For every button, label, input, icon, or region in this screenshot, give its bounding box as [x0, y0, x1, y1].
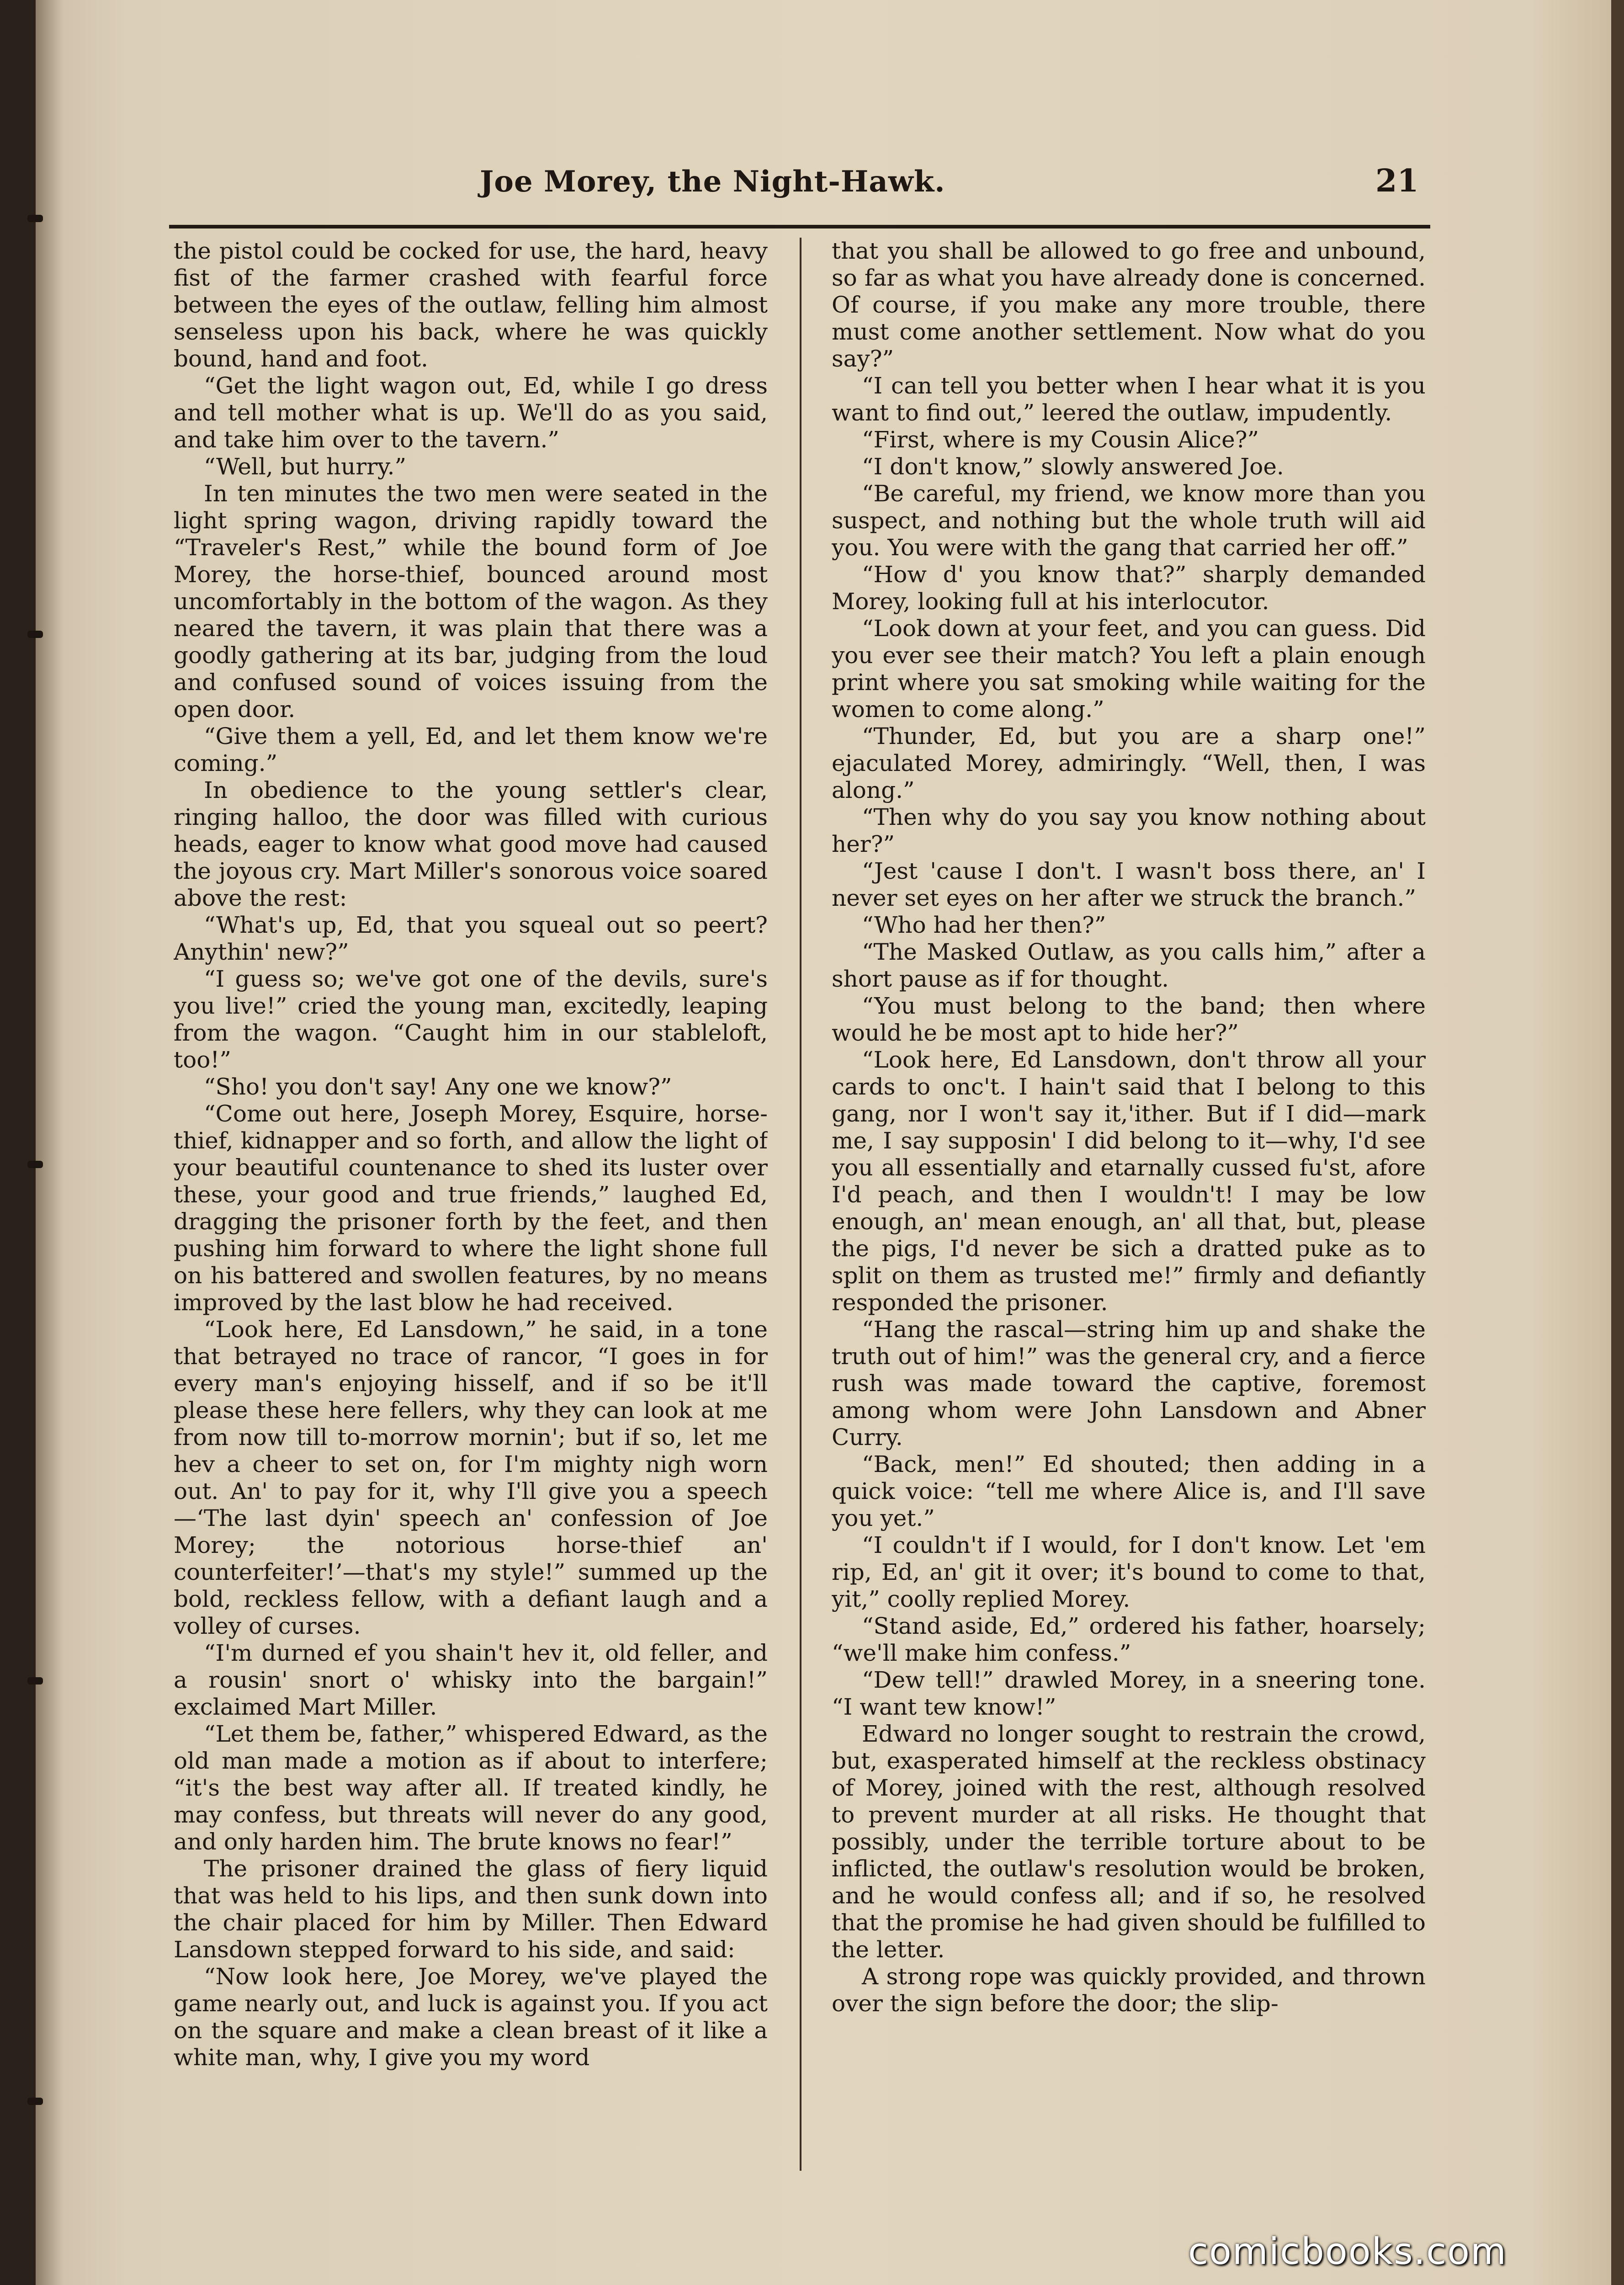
- watermark: comicbooks.com: [1188, 2230, 1507, 2273]
- paragraph: “First, where is my Cousin Alice?”: [862, 426, 1259, 453]
- paragraph: In ten minutes the two men were seated in the light spring wagon, driving rapidly toward the “Traveler's Rest,” while the bound form of Joe Morey, the horse-thief, bounced around most uncomfortably in the bottom of the wagon. As they neared the tavern, it was plain that there was a goodly gathering at its bar, judging from the loud and confused sound of voices issuing from the open door.: [174, 480, 768, 723]
- paragraph: “Let them be, father,” whispered Edward, as the old man made a motion as if about to interfere; “it's the best way after all. If treated kindly, he may confess, but threats will never do any good, and only harden him. The brute knows no fear!”: [174, 1721, 768, 1855]
- gutter-shadow: [36, 0, 63, 2285]
- paragraph: “What's up, Ed, that you squeal out so peert? Anythin' new?”: [174, 912, 768, 965]
- paragraph: “Look here, Ed Lansdown, don't throw all your cards to onc't. I hain't said that I belong to this gang, nor I won't say it,'ither. But if I did—mark me, I say supposin' I did belong to it—why, I'd see you all essentially and etarnally cussed fu'st, afore I'd peach, and then I wouldn't! I may be low enough, an' mean enough, an' all that, but, please the pigs, I'd never be sich a dratted puke as to split on them as trusted me!” firmly and defiantly responded the prisoner.: [832, 1047, 1426, 1316]
- paragraph: “Come out here, Joseph Morey, Esquire, horse-thief, kidnapper and so forth, and allow the light of your beautiful countenance to shed its luster over these, your good and true friends,” laughed Ed, dragging the prisoner forth by the feet, and then pushing him forward to where the light shone full on his battered and swollen features, by no means improved by the last blow he had received.: [174, 1100, 768, 1316]
- column-rule: [800, 238, 801, 2171]
- right-text-column: [832, 238, 1426, 2175]
- paragraph: “I can tell you better when I hear what it is you want to find out,” leered the outlaw, impudently.: [832, 372, 1426, 426]
- paragraph: “Well, but hurry.”: [204, 453, 407, 480]
- paragraph: “Get the light wagon out, Ed, while I go dress and tell mother what is up. We'll do as you said, and take him over to the tavern.”: [174, 372, 768, 453]
- paragraph: “How d' you know that?” sharply demanded Morey, looking full at his interlocutor.: [832, 561, 1426, 615]
- page-number: 21: [1375, 163, 1419, 199]
- paragraph: “I'm durned ef you shain't hev it, old feller, and a rousin' snort o' whisky into the bargain!” exclaimed Mart Miller.: [174, 1640, 768, 1720]
- paragraph: “Who had her then?”: [862, 912, 1106, 938]
- paragraph: the pistol could be cocked for use, the hard, heavy fist of the farmer crashed with fearful force between the eyes of the outlaw, felling him almost senseless upon his back, where he was quickly bound, hand and foot.: [174, 238, 768, 372]
- paragraph: “Now look here, Joe Morey, we've played the game nearly out, and luck is against you. If you act on the square and make a clean breast of it like a white man, why, I give you my word: [174, 1963, 768, 2071]
- left-text-column: [174, 238, 768, 2175]
- paragraph: “You must belong to the band; then where would he be most apt to hide her?”: [832, 993, 1426, 1046]
- paragraph: “Hang the rascal—string him up and shake the truth out of him!” was the general cry, and a fierce rush was made toward the captive, foremost among whom were John Lansdown and Abner Curry.: [832, 1316, 1426, 1451]
- paragraph: “Back, men!” Ed shouted; then adding in a quick voice: “tell me where Alice is, and I'll save you yet.”: [832, 1451, 1426, 1531]
- paragraph: Edward no longer sought to restrain the crowd, but, exasperated himself at the reckless obstinacy of Morey, joined with the rest, although resolved to prevent murder at all risks. He thought that possibly, under the terrible torture about to be inflicted, the outlaw's resolution would be broken, and he would confess all; and if so, he resolved that the promise he had given should be fulfilled to the letter.: [832, 1721, 1426, 1963]
- paragraph: “The Masked Outlaw, as you calls him,” after a short pause as if for thought.: [832, 939, 1426, 992]
- paragraph: “Look down at your feet, and you can guess. Did you ever see their match? You left a plain enough print where you sat smoking while waiting for the women to come along.”: [832, 615, 1426, 723]
- page-edge: [1611, 0, 1624, 2285]
- paragraph: “Dew tell!” drawled Morey, in a sneering tone. “I want tew know!”: [832, 1667, 1426, 1720]
- paragraph: “Give them a yell, Ed, and let them know we're coming.”: [174, 723, 768, 776]
- paragraph: “I guess so; we've got one of the devils, sure's you live!” cried the young man, excitedly, leaping from the wagon. “Caught him in our stableloft, too!”: [174, 966, 768, 1073]
- paragraph: “Look here, Ed Lansdown,” he said, in a tone that betrayed no trace of rancor, “I goes in for every man's enjoying hisself, and if so be it'll please these here fellers, why they can look at me from now till to-morrow mornin'; but if so, let me hev a cheer to set on, for I'm mighty nigh worn out. An' to pay for it, why I'll give you a speech—‘The last dyin' speech an' confession of Joe Morey; the notorious horse-thief an' counterfeiter!’—that's my style!” summed up the bold, reckless fellow, with a defiant laugh and a volley of curses.: [174, 1316, 768, 1639]
- paragraph: “I don't know,” slowly answered Joe.: [862, 453, 1284, 480]
- binding-hole: [27, 2098, 43, 2105]
- binding-hole: [27, 1677, 43, 1685]
- running-head: Joe Morey, the Night-Hawk.: [480, 165, 945, 199]
- binding-hole: [27, 1161, 43, 1168]
- binding-hole: [27, 631, 43, 638]
- header-rule: [169, 225, 1430, 228]
- paragraph: “Thunder, Ed, but you are a sharp one!” ejaculated Morey, admiringly. “Well, then, I was along.”: [832, 723, 1426, 803]
- paragraph: The prisoner drained the glass of fiery liquid that was held to his lips, and then sunk down into the chair placed for him by Miller. Then Edward Lansdown stepped forward to his side, and said:: [174, 1855, 768, 1963]
- paragraph: In obedience to the young settler's clear, ringing halloo, the door was filled with curious heads, eager to know what good move had caused the joyous cry. Mart Miller's sonorous voice soared above the rest:: [174, 777, 768, 911]
- paragraph: “Sho! you don't say! Any one we know?”: [204, 1073, 672, 1100]
- paragraph: “Stand aside, Ed,” ordered his father, hoarsely; “we'll make him confess.”: [832, 1613, 1426, 1666]
- paragraph: A strong rope was quickly provided, and thrown over the sign before the door; the slip-: [832, 1963, 1426, 2017]
- paragraph: “I couldn't if I would, for I don't know. Let 'em rip, Ed, an' git it over; it's bound to come to that, yit,” coolly replied Morey.: [832, 1532, 1426, 1612]
- paragraph: “Be careful, my friend, we know more than you suspect, and nothing but the whole truth will aid you. You were with the gang that carried her off.”: [832, 480, 1426, 561]
- paragraph: “Jest 'cause I don't. I wasn't boss there, an' I never set eyes on her after we struck the branch.”: [832, 858, 1426, 911]
- paragraph: “Then why do you say you know nothing about her?”: [832, 804, 1426, 857]
- binding-hole: [27, 215, 43, 222]
- paragraph: that you shall be allowed to go free and unbound, so far as what you have already done is concerned. Of course, if you make any more trouble, there must come another settlement. Now what do you say?”: [832, 238, 1426, 372]
